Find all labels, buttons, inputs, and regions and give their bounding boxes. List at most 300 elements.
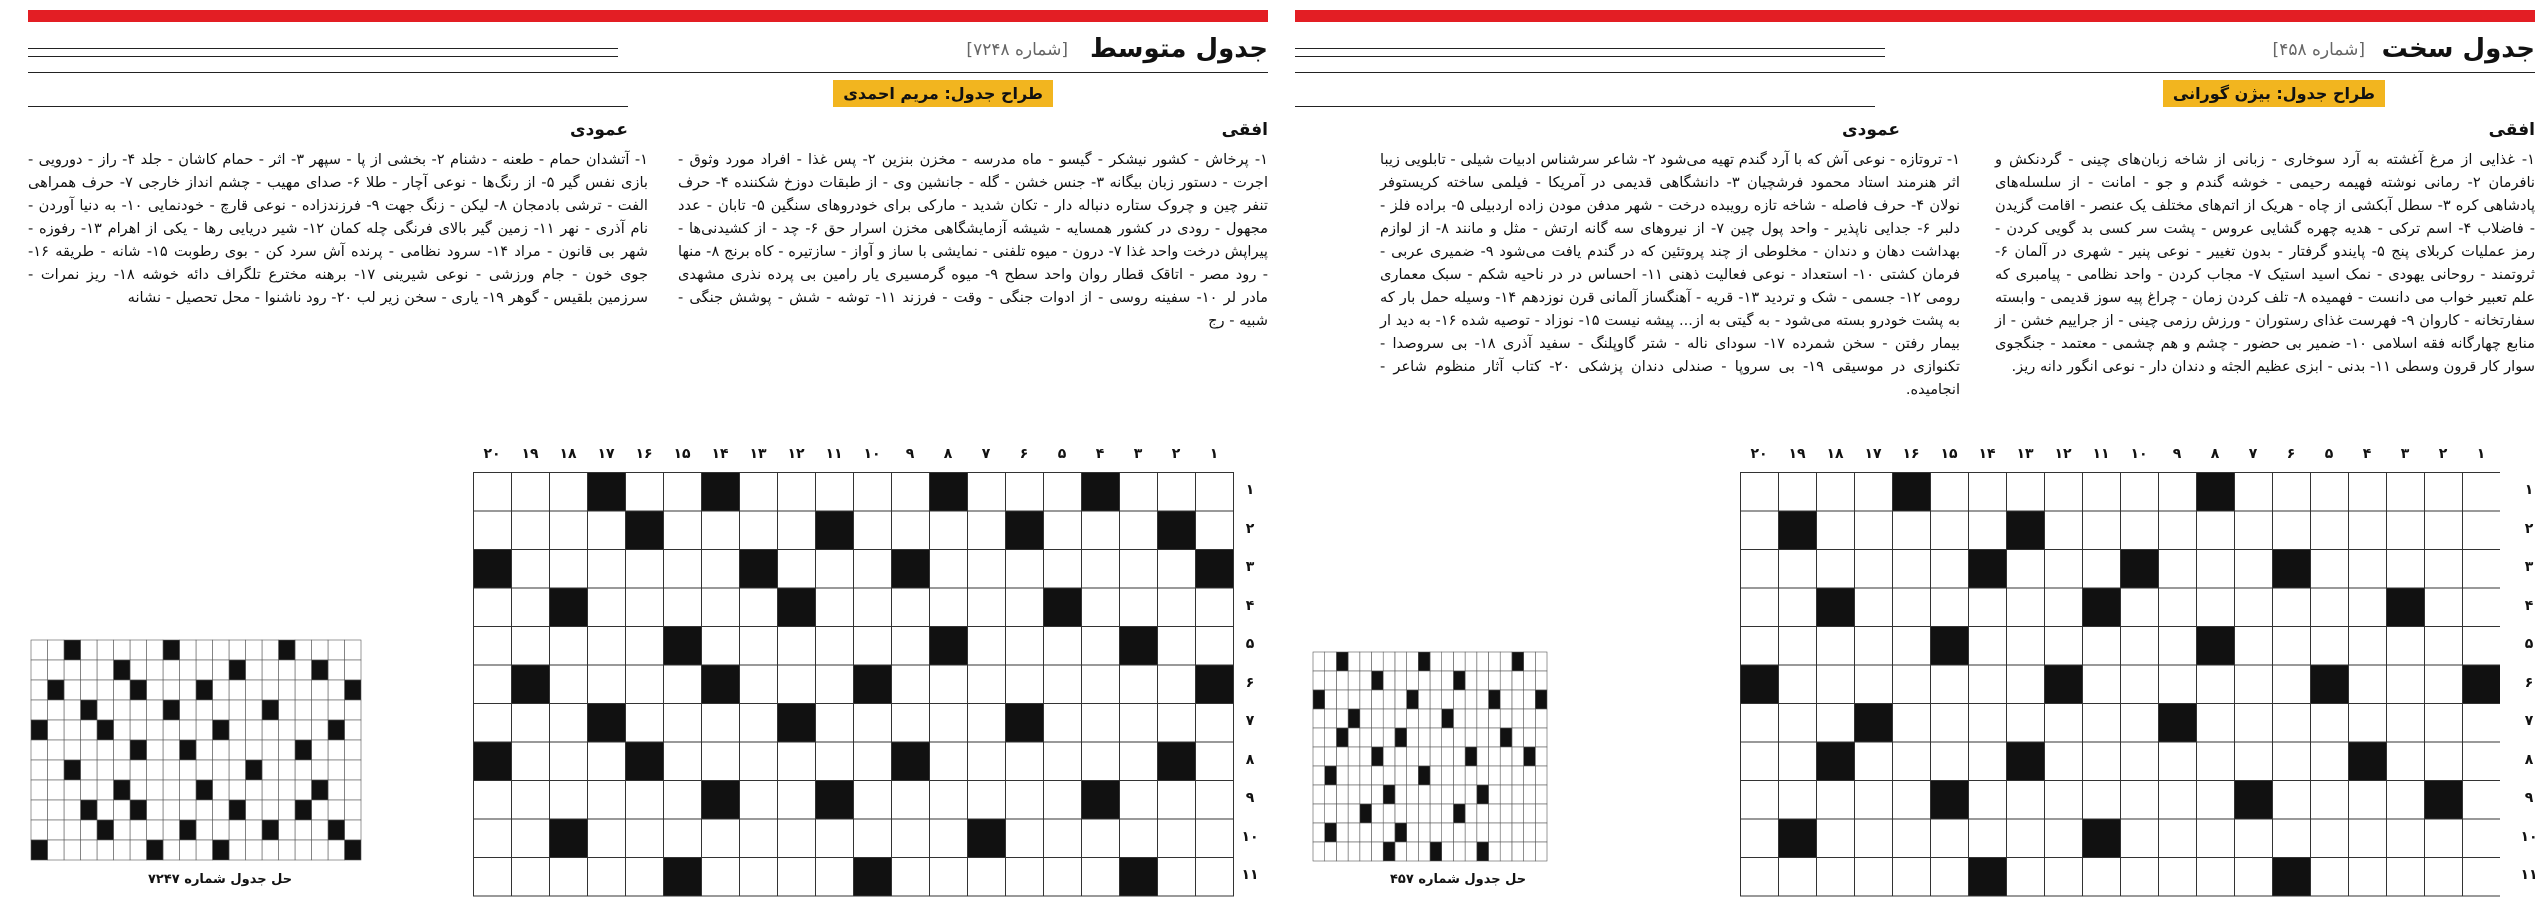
grid-cell[interactable] [1082, 665, 1120, 704]
grid-cell[interactable] [1855, 665, 1893, 704]
grid-cell[interactable] [512, 819, 550, 858]
grid-cell[interactable] [1817, 473, 1855, 512]
grid-cell[interactable] [1082, 819, 1120, 858]
grid-cell[interactable] [1893, 665, 1931, 704]
grid-cell[interactable] [892, 588, 930, 627]
grid-cell[interactable] [1931, 550, 1969, 589]
grid-cell[interactable] [816, 665, 854, 704]
grid-cell[interactable] [2387, 627, 2425, 666]
grid-cell[interactable] [702, 858, 740, 897]
grid-cell[interactable] [664, 550, 702, 589]
grid-cell[interactable] [2083, 627, 2121, 666]
grid-cell[interactable] [930, 550, 968, 589]
grid-cell[interactable] [892, 627, 930, 666]
grid-cell[interactable] [588, 550, 626, 589]
grid-cell[interactable] [2425, 665, 2463, 704]
grid-cell[interactable] [2235, 511, 2273, 550]
grid-cell[interactable] [930, 588, 968, 627]
grid-cell[interactable] [2121, 588, 2159, 627]
grid-cell[interactable] [1006, 819, 1044, 858]
grid-cell[interactable] [2273, 665, 2311, 704]
grid-cell[interactable] [664, 704, 702, 743]
grid-cell[interactable] [968, 742, 1006, 781]
grid-cell[interactable] [1817, 665, 1855, 704]
grid-cell[interactable] [1082, 550, 1120, 589]
grid-cell[interactable] [1082, 742, 1120, 781]
grid-cell[interactable] [2349, 819, 2387, 858]
grid-cell[interactable] [474, 627, 512, 666]
grid-cell[interactable] [854, 781, 892, 820]
grid-cell[interactable] [2425, 858, 2463, 897]
grid-cell[interactable] [2349, 550, 2387, 589]
grid-cell[interactable] [702, 704, 740, 743]
grid-cell[interactable] [1044, 858, 1082, 897]
grid-cell[interactable] [2425, 511, 2463, 550]
grid-cell[interactable] [930, 742, 968, 781]
grid-cell[interactable] [664, 819, 702, 858]
grid-cell[interactable] [2463, 473, 2501, 512]
grid-cell[interactable] [474, 511, 512, 550]
grid-cell[interactable] [626, 665, 664, 704]
grid-cell[interactable] [854, 550, 892, 589]
grid-cell[interactable] [2045, 781, 2083, 820]
grid-cell[interactable] [2349, 665, 2387, 704]
grid-cell[interactable] [778, 665, 816, 704]
grid-cell[interactable] [2349, 627, 2387, 666]
grid-cell[interactable] [968, 473, 1006, 512]
grid-cell[interactable] [1893, 819, 1931, 858]
grid-cell[interactable] [1196, 704, 1234, 743]
grid-cell[interactable] [1044, 781, 1082, 820]
grid-cell[interactable] [2463, 819, 2501, 858]
grid-cell[interactable] [1158, 781, 1196, 820]
grid-cell[interactable] [1158, 550, 1196, 589]
grid-cell[interactable] [550, 858, 588, 897]
grid-cell[interactable] [1158, 665, 1196, 704]
grid-cell[interactable] [1158, 858, 1196, 897]
grid-cell[interactable] [1893, 511, 1931, 550]
grid-cell[interactable] [664, 665, 702, 704]
grid-cell[interactable] [2311, 819, 2349, 858]
grid-cell[interactable] [2159, 665, 2197, 704]
grid-cell[interactable] [1196, 627, 1234, 666]
grid-cell[interactable] [2121, 473, 2159, 512]
grid-cell[interactable] [1779, 704, 1817, 743]
grid-cell[interactable] [816, 473, 854, 512]
grid-cell[interactable] [1006, 781, 1044, 820]
grid-cell[interactable] [740, 704, 778, 743]
grid-cell[interactable] [892, 665, 930, 704]
grid-cell[interactable] [740, 473, 778, 512]
grid-cell[interactable] [2121, 704, 2159, 743]
grid-cell[interactable] [892, 781, 930, 820]
grid-cell[interactable] [778, 550, 816, 589]
grid-cell[interactable] [702, 550, 740, 589]
grid-cell[interactable] [854, 627, 892, 666]
grid-cell[interactable] [1969, 473, 2007, 512]
grid-cell[interactable] [1741, 588, 1779, 627]
grid-cell[interactable] [1196, 742, 1234, 781]
grid-cell[interactable] [1931, 588, 1969, 627]
grid-cell[interactable] [474, 665, 512, 704]
grid-cell[interactable] [1006, 665, 1044, 704]
grid-cell[interactable] [2083, 781, 2121, 820]
grid-cell[interactable] [626, 858, 664, 897]
grid-cell[interactable] [2425, 742, 2463, 781]
grid-cell[interactable] [2235, 742, 2273, 781]
grid-cell[interactable] [2045, 858, 2083, 897]
grid-cell[interactable] [2463, 704, 2501, 743]
grid-cell[interactable] [2197, 511, 2235, 550]
grid-cell[interactable] [2425, 588, 2463, 627]
grid-cell[interactable] [778, 819, 816, 858]
grid-cell[interactable] [1931, 473, 1969, 512]
grid-cell[interactable] [968, 511, 1006, 550]
grid-cell[interactable] [1779, 550, 1817, 589]
grid-cell[interactable] [2463, 550, 2501, 589]
grid-cell[interactable] [1006, 627, 1044, 666]
grid-cell[interactable] [1893, 858, 1931, 897]
grid-cell[interactable] [588, 781, 626, 820]
grid-cell[interactable] [1196, 511, 1234, 550]
grid-cell[interactable] [2007, 665, 2045, 704]
grid-cell[interactable] [854, 511, 892, 550]
grid-cell[interactable] [1120, 665, 1158, 704]
grid-cell[interactable] [1855, 588, 1893, 627]
grid-cell[interactable] [968, 704, 1006, 743]
grid-cell[interactable] [1120, 742, 1158, 781]
grid-cell[interactable] [1044, 627, 1082, 666]
grid-cell[interactable] [512, 742, 550, 781]
grid-cell[interactable] [550, 473, 588, 512]
grid-cell[interactable] [1120, 550, 1158, 589]
grid-cell[interactable] [816, 627, 854, 666]
grid-cell[interactable] [1855, 473, 1893, 512]
grid-cell[interactable] [1893, 627, 1931, 666]
grid-cell[interactable] [968, 627, 1006, 666]
grid-cell[interactable] [550, 627, 588, 666]
grid-cell[interactable] [968, 781, 1006, 820]
grid-cell[interactable] [2235, 588, 2273, 627]
grid-cell[interactable] [1969, 742, 2007, 781]
grid-cell[interactable] [2425, 704, 2463, 743]
grid-cell[interactable] [588, 819, 626, 858]
grid-cell[interactable] [740, 511, 778, 550]
grid-cell[interactable] [2083, 473, 2121, 512]
grid-cell[interactable] [1006, 588, 1044, 627]
grid-cell[interactable] [2463, 511, 2501, 550]
grid-cell[interactable] [2387, 858, 2425, 897]
grid-cell[interactable] [2425, 627, 2463, 666]
grid-cell[interactable] [664, 473, 702, 512]
grid-cell[interactable] [1893, 704, 1931, 743]
grid-cell[interactable] [702, 819, 740, 858]
grid-cell[interactable] [1931, 665, 1969, 704]
grid-cell[interactable] [1741, 704, 1779, 743]
grid-cell[interactable] [2045, 627, 2083, 666]
grid-cell[interactable] [588, 858, 626, 897]
grid-cell[interactable] [512, 588, 550, 627]
grid-cell[interactable] [2007, 550, 2045, 589]
grid-cell[interactable] [2463, 742, 2501, 781]
grid-cell[interactable] [702, 742, 740, 781]
grid-cell[interactable] [1120, 704, 1158, 743]
grid-cell[interactable] [626, 550, 664, 589]
grid-cell[interactable] [550, 742, 588, 781]
grid-cell[interactable] [1158, 588, 1196, 627]
grid-cell[interactable] [930, 511, 968, 550]
grid-cell[interactable] [2273, 704, 2311, 743]
grid-cell[interactable] [1082, 858, 1120, 897]
grid-cell[interactable] [2045, 550, 2083, 589]
grid-cell[interactable] [2387, 550, 2425, 589]
grid-cell[interactable] [626, 588, 664, 627]
grid-cell[interactable] [626, 627, 664, 666]
grid-cell[interactable] [474, 858, 512, 897]
grid-cell[interactable] [1817, 627, 1855, 666]
grid-cell[interactable] [1779, 665, 1817, 704]
grid-cell[interactable] [2425, 819, 2463, 858]
grid-cell[interactable] [1120, 511, 1158, 550]
grid-cell[interactable] [2159, 511, 2197, 550]
grid-cell[interactable] [2159, 819, 2197, 858]
grid-cell[interactable] [2387, 511, 2425, 550]
grid-cell[interactable] [1006, 473, 1044, 512]
grid-cell[interactable] [2311, 781, 2349, 820]
grid-cell[interactable] [1779, 588, 1817, 627]
grid-cell[interactable] [1931, 742, 1969, 781]
grid-cell[interactable] [2121, 819, 2159, 858]
grid-cell[interactable] [1741, 819, 1779, 858]
grid-cell[interactable] [2197, 858, 2235, 897]
grid-cell[interactable] [474, 588, 512, 627]
grid-cell[interactable] [2273, 781, 2311, 820]
grid-cell[interactable] [2273, 473, 2311, 512]
grid-cell[interactable] [854, 588, 892, 627]
grid-cell[interactable] [1969, 627, 2007, 666]
grid-cell[interactable] [2121, 627, 2159, 666]
grid-cell[interactable] [2311, 704, 2349, 743]
grid-cell[interactable] [1931, 858, 1969, 897]
grid-cell[interactable] [1817, 858, 1855, 897]
grid-cell[interactable] [854, 704, 892, 743]
grid-cell[interactable] [1969, 665, 2007, 704]
grid-cell[interactable] [1741, 742, 1779, 781]
grid-cell[interactable] [1931, 704, 1969, 743]
grid-cell[interactable] [968, 665, 1006, 704]
grid-cell[interactable] [2311, 550, 2349, 589]
grid-cell[interactable] [2045, 819, 2083, 858]
grid-cell[interactable] [1931, 819, 1969, 858]
grid-cell[interactable] [2387, 781, 2425, 820]
grid-cell[interactable] [1006, 742, 1044, 781]
grid-cell[interactable] [2045, 588, 2083, 627]
grid-cell[interactable] [1158, 819, 1196, 858]
grid-cell[interactable] [1006, 858, 1044, 897]
grid-cell[interactable] [2121, 511, 2159, 550]
grid-cell[interactable] [2425, 550, 2463, 589]
grid-cell[interactable] [2197, 704, 2235, 743]
grid-cell[interactable] [2463, 858, 2501, 897]
grid-cell[interactable] [2463, 627, 2501, 666]
grid-cell[interactable] [2159, 858, 2197, 897]
grid-cell[interactable] [550, 550, 588, 589]
grid-cell[interactable] [1082, 704, 1120, 743]
grid-cell[interactable] [1969, 588, 2007, 627]
grid-cell[interactable] [2273, 627, 2311, 666]
grid-cell[interactable] [1779, 742, 1817, 781]
grid-cell[interactable] [2311, 473, 2349, 512]
grid-cell[interactable] [664, 781, 702, 820]
grid-cell[interactable] [1158, 704, 1196, 743]
grid-cell[interactable] [2083, 858, 2121, 897]
grid-cell[interactable] [1817, 781, 1855, 820]
grid-cell[interactable] [1120, 781, 1158, 820]
grid-cell[interactable] [1196, 781, 1234, 820]
crossword-grid[interactable] [1740, 472, 2500, 900]
grid-cell[interactable] [1044, 819, 1082, 858]
grid-cell[interactable] [2387, 704, 2425, 743]
grid-cell[interactable] [740, 742, 778, 781]
grid-cell[interactable] [1120, 473, 1158, 512]
grid-cell[interactable] [1855, 781, 1893, 820]
grid-cell[interactable] [778, 858, 816, 897]
grid-cell[interactable] [2235, 473, 2273, 512]
grid-cell[interactable] [2311, 858, 2349, 897]
grid-cell[interactable] [2083, 704, 2121, 743]
grid-cell[interactable] [1741, 511, 1779, 550]
grid-cell[interactable] [930, 781, 968, 820]
grid-cell[interactable] [664, 588, 702, 627]
grid-cell[interactable] [1779, 858, 1817, 897]
grid-cell[interactable] [968, 858, 1006, 897]
grid-cell[interactable] [1855, 511, 1893, 550]
grid-cell[interactable] [1741, 627, 1779, 666]
grid-cell[interactable] [1969, 704, 2007, 743]
grid-cell[interactable] [854, 742, 892, 781]
grid-cell[interactable] [2387, 473, 2425, 512]
grid-cell[interactable] [474, 819, 512, 858]
grid-cell[interactable] [2235, 550, 2273, 589]
grid-cell[interactable] [1741, 781, 1779, 820]
grid-cell[interactable] [550, 704, 588, 743]
grid-cell[interactable] [2463, 781, 2501, 820]
grid-cell[interactable] [778, 742, 816, 781]
grid-cell[interactable] [2121, 781, 2159, 820]
grid-cell[interactable] [2425, 473, 2463, 512]
grid-cell[interactable] [2197, 742, 2235, 781]
grid-cell[interactable] [1969, 819, 2007, 858]
grid-cell[interactable] [892, 473, 930, 512]
grid-cell[interactable] [588, 665, 626, 704]
grid-cell[interactable] [1817, 511, 1855, 550]
grid-cell[interactable] [2273, 588, 2311, 627]
grid-cell[interactable] [2159, 550, 2197, 589]
grid-cell[interactable] [892, 511, 930, 550]
grid-cell[interactable] [2007, 781, 2045, 820]
grid-cell[interactable] [512, 627, 550, 666]
grid-cell[interactable] [740, 627, 778, 666]
grid-cell[interactable] [1969, 781, 2007, 820]
grid-cell[interactable] [588, 742, 626, 781]
grid-cell[interactable] [2197, 819, 2235, 858]
grid-cell[interactable] [740, 588, 778, 627]
grid-cell[interactable] [2159, 742, 2197, 781]
grid-cell[interactable] [930, 819, 968, 858]
grid-cell[interactable] [1196, 588, 1234, 627]
grid-cell[interactable] [2007, 473, 2045, 512]
grid-cell[interactable] [816, 858, 854, 897]
grid-cell[interactable] [2159, 588, 2197, 627]
grid-cell[interactable] [2387, 742, 2425, 781]
grid-cell[interactable] [1855, 819, 1893, 858]
grid-cell[interactable] [2235, 819, 2273, 858]
grid-cell[interactable] [2083, 511, 2121, 550]
grid-cell[interactable] [2463, 588, 2501, 627]
grid-cell[interactable] [1779, 781, 1817, 820]
grid-cell[interactable] [2007, 819, 2045, 858]
grid-cell[interactable] [816, 704, 854, 743]
grid-cell[interactable] [474, 704, 512, 743]
grid-cell[interactable] [1006, 550, 1044, 589]
grid-cell[interactable] [2045, 704, 2083, 743]
grid-cell[interactable] [626, 704, 664, 743]
grid-cell[interactable] [2197, 665, 2235, 704]
grid-cell[interactable] [816, 819, 854, 858]
grid-cell[interactable] [2197, 550, 2235, 589]
grid-cell[interactable] [892, 819, 930, 858]
grid-cell[interactable] [550, 511, 588, 550]
grid-cell[interactable] [1120, 588, 1158, 627]
grid-cell[interactable] [2121, 665, 2159, 704]
grid-cell[interactable] [2387, 665, 2425, 704]
grid-cell[interactable] [550, 665, 588, 704]
grid-cell[interactable] [816, 588, 854, 627]
grid-cell[interactable] [2007, 704, 2045, 743]
grid-cell[interactable] [1817, 704, 1855, 743]
grid-cell[interactable] [2083, 665, 2121, 704]
grid-cell[interactable] [588, 511, 626, 550]
grid-cell[interactable] [1893, 742, 1931, 781]
grid-cell[interactable] [2273, 819, 2311, 858]
grid-cell[interactable] [1082, 511, 1120, 550]
grid-cell[interactable] [1082, 627, 1120, 666]
grid-cell[interactable] [2045, 473, 2083, 512]
grid-cell[interactable] [1044, 511, 1082, 550]
grid-cell[interactable] [1779, 627, 1817, 666]
grid-cell[interactable] [1855, 742, 1893, 781]
grid-cell[interactable] [512, 781, 550, 820]
grid-cell[interactable] [588, 588, 626, 627]
grid-cell[interactable] [2045, 742, 2083, 781]
grid-cell[interactable] [1931, 511, 1969, 550]
grid-cell[interactable] [740, 819, 778, 858]
grid-cell[interactable] [474, 473, 512, 512]
grid-cell[interactable] [1044, 665, 1082, 704]
grid-cell[interactable] [1893, 781, 1931, 820]
grid-cell[interactable] [1158, 473, 1196, 512]
grid-cell[interactable] [2235, 627, 2273, 666]
grid-cell[interactable] [1741, 550, 1779, 589]
grid-cell[interactable] [2159, 473, 2197, 512]
grid-cell[interactable] [930, 704, 968, 743]
grid-cell[interactable] [1741, 858, 1779, 897]
grid-cell[interactable] [2349, 704, 2387, 743]
grid-cell[interactable] [1044, 550, 1082, 589]
grid-cell[interactable] [512, 858, 550, 897]
grid-cell[interactable] [2159, 627, 2197, 666]
grid-cell[interactable] [2007, 858, 2045, 897]
